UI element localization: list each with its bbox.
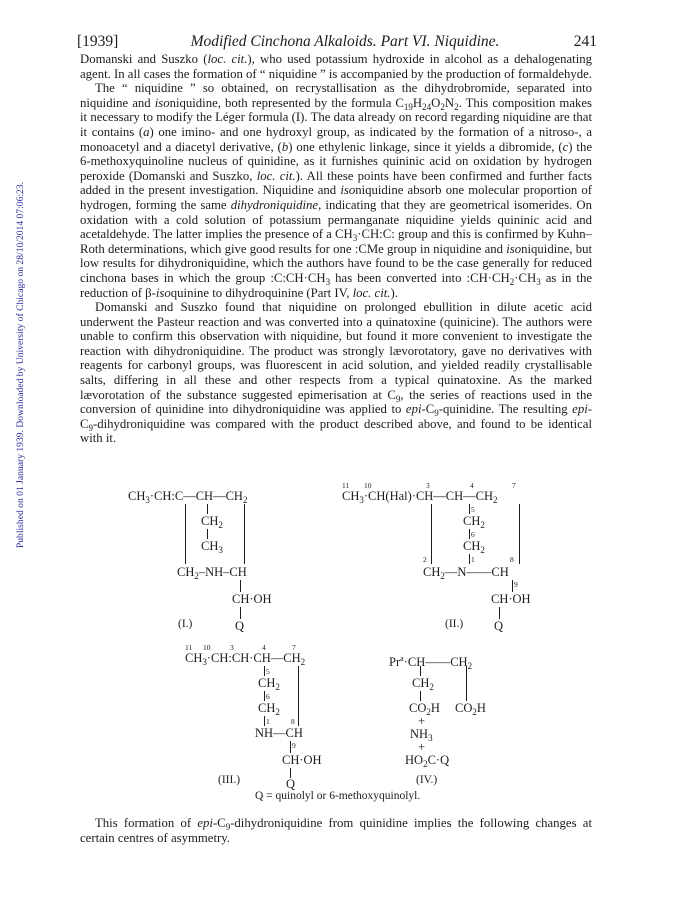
struct-III-amine: NH—CH [255,726,303,740]
atom-num: 10 [364,481,372,490]
struct-II-q: Q [494,619,504,633]
struct-I-top: $CH_3\cdot CH:C—CH—CH_2$ [128,489,248,505]
struct-III-q: Q [286,777,296,791]
header-year: [1939] [77,33,119,50]
struct-IV-top: $Pr^a\cdot CH——CH_2$ [389,654,473,672]
paragraph-2: The “ niquidine ” so obtained, on recrystallisation as the dihydrobromide, separated into niquidine and isoniquidine, both represented by the formula $C_{19}H_{24}O_2N_2$. This composition makes it necessary to modify the Léger formula (I). The data already on record regarding niquidine are that it contains (a) one imino- and one hydroxyl group, as indicated by the formation of a nitroso-, a monoacetyl and a diacetyl derivative, (b) one ethylenic linkage, since it yields a dibromide, (c) the 6-methoxyquinoline nucleus of quinidine, as it furnishes quininic acid on oxidation by hydrogen peroxide (Domanski and Suszko, loc. cit.). All these points have been confirmed and further facts added in the present investigation. Niquidine and isoniquidine absorb one molecular proportion of hydrogen, forming the same dihydroniquidine, indicating that they are geometrical isomerides. On oxidation with a cold solution of potassium permanganate niquidine yields quininic acid and acetaldehyde. The latter implies the presence of a $CH_3\cdot CH:C$: group and this is confirmed by Kuhn–Roth determinations, which give good results for one :CMe group in niquidine and isoniquidine, but low results for dihydroniquidine, which the authors have found to be the case generally for reduced cinchona bases in which the group $:C:CH\cdot CH_3$ has been converted into $:CH\cdot CH_2\cdot CH_3$ as in the reduction of β-isoquinine to dihydroquinine (Part IV, loc. cit.). [80,81,593,300]
struct-II-amine: $CH_2—N——CH$ [423,565,509,581]
atom-num: 7 [292,643,296,652]
atom-num: 5 [471,505,475,514]
page-number: 241 [573,33,597,50]
struct-I-ch3: $CH_3$ [201,539,223,555]
struct-IV-plus-1: + [418,714,426,728]
struct-IV-plus-2: + [418,740,426,754]
struct-IV-label: (IV.) [416,774,438,786]
struct-III-ch2a: $CH_2$ [258,676,280,692]
paragraph-3: Domanski and Suszko found that niquidine on prolonged ebullition in dilute acetic acid underwent the Pasteur reaction and was converted into a quinatoxine (quinicine). The authors were unable to confirm this observation with niquidine, but found it more convenient to investigate the reaction with dihydroniquidine. The product was strongly lævorotatory, gave no derivatives with reagents for carbonyl groups, was fluorescent in acid solution, and yielded readily crystallisable salts, differing in all these and other respects from a typical quinatoxine. As the marked lævorotation of the substance suggested epimerisation at $C_9$, the series of reactions used in the conversion of quinidine into dihydroniquidine was applied to epi-$C_9$-quinidine. The resulting epi-$C_9$-dihydroniquidine was compared with the product described above, and found to be identical with it. [80,300,592,446]
struct-I-choh: CH·OH [232,592,272,606]
atom-num: 11 [342,481,350,490]
struct-I-amine: $CH_2-NH-CH$ [177,565,247,581]
struct-II-ch2b: $CH_2$ [463,539,485,555]
struct-IV-nh3: $NH_3$ [410,727,433,743]
atom-num: 2 [423,555,427,564]
atom-num: 3 [426,481,430,490]
struct-IV-co2h-right: $CO_2H$ [455,701,486,717]
atom-num: 9 [292,741,296,750]
atom-num: 1 [266,717,270,726]
atom-num: 11 [185,643,193,652]
atom-num: 6 [471,530,475,539]
struct-III-ch2b: $CH_2$ [258,701,280,717]
struct-II-choh: CH·OH [491,592,531,606]
atom-num: 8 [510,555,514,564]
closing-paragraph: This formation of epi-$C_9$-dihydroniquidine from quinidine implies the following changes at certain centres of asymmetry. [80,816,592,845]
atom-num: 6 [266,692,270,701]
paragraph-1: Domanski and Suszko (loc. cit.), who used potassium hydroxide in alcohol as a dehalogenating agent. In all cases the formation of “ niquidine ” is accompanied by the production of formaldehyde. [80,52,592,81]
atom-num: 4 [262,643,266,652]
atom-num: 10 [203,643,211,652]
struct-I-ch2: $CH_2$ [201,514,223,530]
atom-num: 3 [230,643,234,652]
struct-II-ch2a: $CH_2$ [463,514,485,530]
atom-num: 7 [512,481,516,490]
struct-II-label: (II.) [445,618,464,630]
struct-III-label: (III.) [218,774,241,786]
struct-IV-co2h-left: $CO_2H$ [409,701,440,717]
struct-III-top: $CH_3\cdot CH:CH\cdot CH—CH_2$ [185,651,306,667]
struct-IV-ch2: $CH_2$ [412,676,434,692]
struct-IV-ho2cq: $HO_2C\cdot Q$ [405,753,450,769]
download-notice [3,150,26,580]
atom-num: 1 [471,555,475,564]
body-text [80,52,592,446]
struct-I-label: (I.) [178,618,193,630]
struct-III-choh: CH·OH [282,753,322,767]
download-notice-text: Published on 01 January 1939. Downloaded by University of Chicago on 28/10/2014 07:06:23. [15,181,26,549]
atom-num: 5 [266,667,270,676]
atom-num: 9 [514,580,518,589]
struct-II-top: $CH_3\cdot CH(Hal)\cdot CH—CH—CH_2$ [342,489,498,505]
struct-I-q: Q [235,619,245,633]
header-title: Modified Cinchona Alkaloids. Part VI. Niquidine. [190,33,500,50]
figure-legend: Q = quinolyl or 6-methoxyquinolyl. [255,790,421,802]
atom-num: 4 [470,481,474,490]
atom-num: 8 [291,717,295,726]
